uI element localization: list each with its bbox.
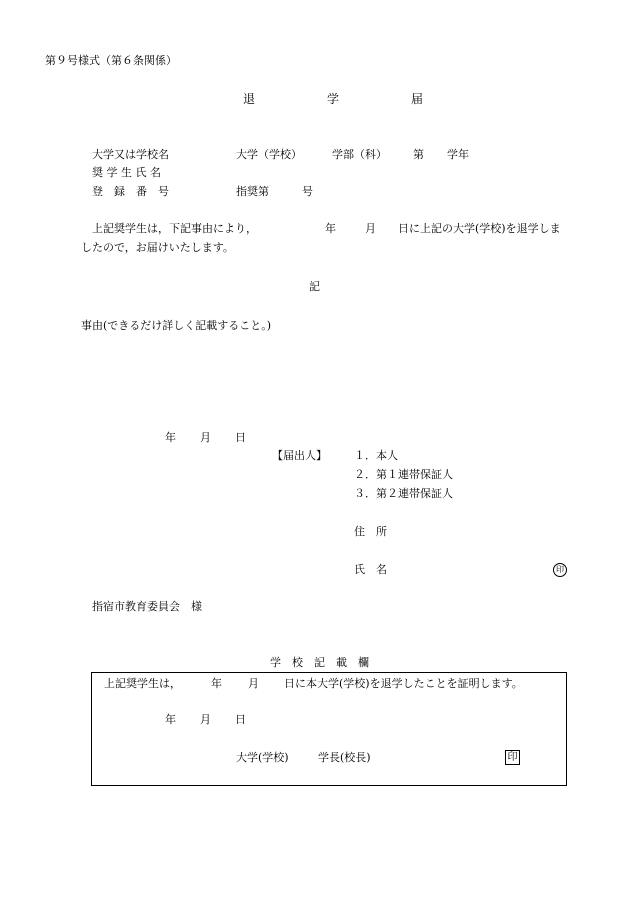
- form-number: 第９号様式（第６条関係）: [45, 54, 177, 67]
- cert-date-day: 日: [235, 713, 246, 726]
- faculty-suffix: 学部（科）: [332, 148, 387, 161]
- grade-prefix: 第: [413, 148, 424, 161]
- registration-prefix: 指奨第: [236, 185, 269, 198]
- address-label: 住 所: [354, 525, 387, 538]
- stamp-icon: 印: [505, 750, 520, 765]
- cert-text-a: 上記奨学生は，: [104, 677, 181, 690]
- cert-school-label: 大学(学校): [236, 751, 289, 764]
- date-day: 日: [235, 431, 246, 444]
- submitter-option-guarantor1: ２．第１連帯保証人: [354, 468, 453, 481]
- school-section-title: 学 校 記 載 欄: [270, 656, 369, 669]
- date-year: 年: [165, 431, 176, 444]
- statement-line1-a: 上記奨学生は，下記事由により，: [92, 222, 257, 235]
- registration-suffix: 号: [302, 185, 313, 198]
- date-month: 月: [200, 431, 211, 444]
- name-label: 氏 名: [354, 563, 387, 576]
- student-name-label: 奨 学 生 氏 名: [92, 166, 161, 179]
- submitter-option-guarantor2: ３．第２連帯保証人: [354, 487, 453, 500]
- reason-label: 事由(できるだけ詳しく記載すること。): [81, 319, 272, 332]
- addressee: 指宿市教育委員会 様: [92, 600, 202, 613]
- cert-month: 月: [248, 677, 259, 690]
- ki-heading: 記: [309, 280, 320, 293]
- statement-month: 月: [365, 222, 376, 235]
- submitter-option-self: １．本人: [354, 449, 398, 462]
- grade-suffix: 学年: [447, 148, 469, 161]
- registration-label: 登 録 番 号: [92, 185, 169, 198]
- statement-year: 年: [325, 222, 336, 235]
- cert-year: 年: [211, 677, 222, 690]
- statement-line1-b: 日に上記の大学(学校)を退学しま: [398, 222, 561, 235]
- seal-icon: 印: [553, 563, 567, 577]
- cert-text-b: 日に本大学(学校)を退学したことを証明します。: [284, 677, 523, 690]
- document-title: 退 学 届: [243, 92, 424, 106]
- cert-head-label: 学長(校長): [318, 751, 371, 764]
- statement-line2: したので，お届けいたします。: [81, 241, 234, 254]
- cert-date-month: 月: [200, 713, 211, 726]
- school-name-label: 大学又は学校名: [92, 148, 169, 161]
- submitter-label: 【届出人】: [272, 449, 327, 462]
- cert-date-year: 年: [165, 713, 176, 726]
- school-suffix: 大学（学校）: [236, 148, 302, 161]
